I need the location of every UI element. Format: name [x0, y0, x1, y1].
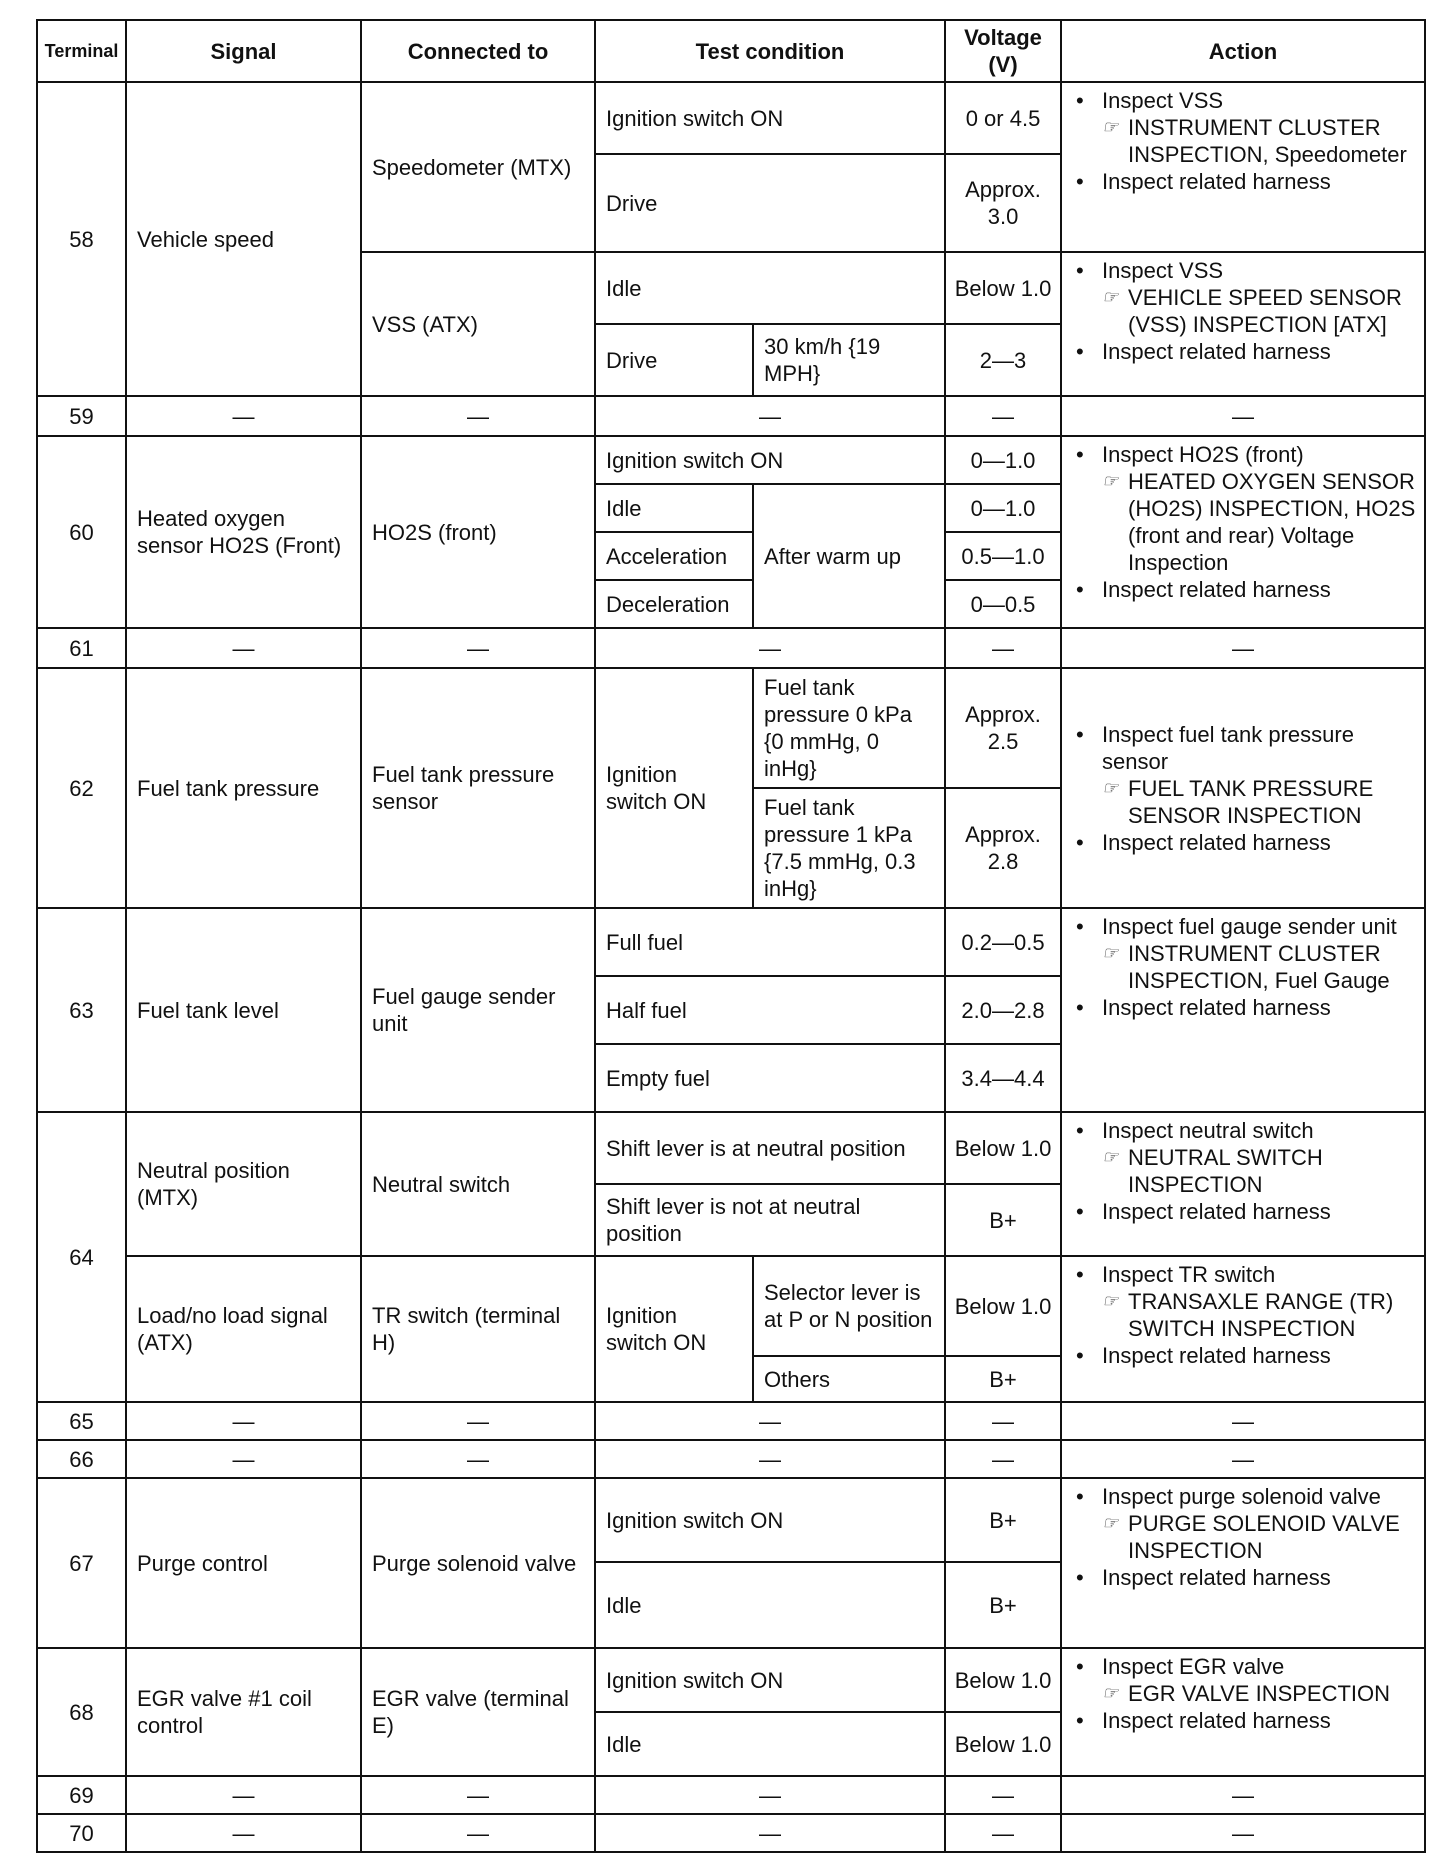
action-item	[1072, 1342, 1416, 1369]
reference-link[interactable]	[1102, 468, 1416, 576]
cond-64b: Ignition switch ON	[595, 1256, 753, 1402]
signal-67: Purge control	[126, 1478, 361, 1648]
action-text: Inspect HO2S (front)	[1102, 442, 1304, 467]
terminal-64: 64	[37, 1112, 126, 1402]
action-item	[1072, 87, 1416, 168]
cond-60-1: Ignition switch ON	[595, 436, 945, 484]
cond-61: —	[595, 628, 945, 668]
voltage-67-1: B+	[945, 1478, 1061, 1562]
row-60a	[37, 436, 1425, 484]
row-66	[37, 1440, 1425, 1478]
action-text: Inspect related harness	[1102, 995, 1331, 1020]
reference-link[interactable]	[1102, 1288, 1416, 1342]
bullet-icon: •	[1076, 1484, 1084, 1509]
bullet-icon: •	[1076, 577, 1084, 602]
action-text: Inspect related harness	[1102, 1199, 1331, 1224]
action-64a	[1061, 1112, 1425, 1256]
signal-59: —	[126, 396, 361, 436]
bullet-icon: •	[1076, 88, 1084, 113]
action-text: Inspect fuel tank pressure sensor	[1102, 721, 1354, 774]
bullet-icon: •	[1076, 1199, 1084, 1224]
terminal-66: 66	[37, 1440, 126, 1478]
bullet-icon: •	[1076, 258, 1084, 283]
voltage-64a2: B+	[945, 1184, 1061, 1256]
voltage-68-2: Below 1.0	[945, 1712, 1061, 1776]
terminal-63: 63	[37, 908, 126, 1112]
voltage-63-3: 3.4—4.4	[945, 1044, 1061, 1112]
voltage-68-1: Below 1.0	[945, 1648, 1061, 1712]
terminal-67: 67	[37, 1478, 126, 1648]
action-text: Inspect purge solenoid valve	[1102, 1484, 1381, 1509]
voltage-60-1: 0—1.0	[945, 436, 1061, 484]
cond-63-1: Full fuel	[595, 908, 945, 976]
signal-58: Vehicle speed	[126, 82, 361, 396]
cond-64a1: Shift lever is at neutral position	[595, 1112, 945, 1184]
bullet-icon: •	[1076, 995, 1084, 1020]
action-62	[1061, 668, 1425, 908]
action-item	[1072, 168, 1416, 195]
cond-58a2: Drive	[595, 154, 945, 252]
subcond-58b2: 30 km/h {19 MPH}	[753, 324, 945, 396]
action-item	[1072, 913, 1416, 994]
action-item	[1072, 441, 1416, 576]
action-70: —	[1061, 1814, 1425, 1852]
action-63	[1061, 908, 1425, 1112]
voltage-62-1: Approx. 2.5	[945, 668, 1061, 788]
reference-text: INSTRUMENT CLUSTER INSPECTION, Speedometer	[1128, 115, 1407, 167]
action-item	[1072, 994, 1416, 1021]
header-row	[37, 20, 1425, 82]
signal-68: EGR valve #1 coil control	[126, 1648, 361, 1776]
action-68	[1061, 1648, 1425, 1776]
reference-text: TRANSAXLE RANGE (TR) SWITCH INSPECTION	[1128, 1289, 1394, 1341]
reference-text: INSTRUMENT CLUSTER INSPECTION, Fuel Gauge	[1128, 941, 1390, 993]
cond-63-2: Half fuel	[595, 976, 945, 1044]
terminal-69: 69	[37, 1776, 126, 1814]
header-signal: Signal	[126, 20, 361, 82]
voltage-58b2: 2—3	[945, 324, 1061, 396]
bullet-icon: •	[1076, 829, 1084, 855]
action-59: —	[1061, 396, 1425, 436]
cond-60-3: Acceleration	[595, 532, 753, 580]
cond-58b1: Idle	[595, 252, 945, 324]
action-text: Inspect related harness	[1102, 577, 1331, 602]
header-voltage: Voltage (V)	[945, 20, 1061, 82]
terminal-65: 65	[37, 1402, 126, 1440]
reference-text: HEATED OXYGEN SENSOR (HO2S) INSPECTION, HO2S (front and rear) Voltage Inspection	[1128, 469, 1416, 575]
row-68a	[37, 1648, 1425, 1712]
voltage-67-2: B+	[945, 1562, 1061, 1648]
action-item	[1072, 1261, 1416, 1342]
connected-69: —	[361, 1776, 595, 1814]
subcond-64b1: Selector lever is at P or N position	[753, 1256, 945, 1356]
action-66: —	[1061, 1440, 1425, 1478]
terminal-70: 70	[37, 1814, 126, 1852]
signal-64a: Neutral position (MTX)	[126, 1112, 361, 1256]
header-terminal: Terminal	[37, 20, 126, 82]
bullet-icon: •	[1076, 1118, 1084, 1143]
voltage-64b1: Below 1.0	[945, 1256, 1061, 1356]
action-item	[1072, 576, 1416, 603]
voltage-58a1: 0 or 4.5	[945, 82, 1061, 154]
row-61	[37, 628, 1425, 668]
voltage-58b1: Below 1.0	[945, 252, 1061, 324]
reference-text: EGR VALVE INSPECTION	[1128, 1681, 1391, 1706]
cond-58a1: Ignition switch ON	[595, 82, 945, 154]
signal-64b: Load/no load signal (ATX)	[126, 1256, 361, 1402]
action-item	[1072, 1707, 1416, 1734]
cond-66: —	[595, 1440, 945, 1478]
row-64a1	[37, 1112, 1425, 1184]
action-69: —	[1061, 1776, 1425, 1814]
action-item	[1072, 338, 1416, 365]
voltage-60-2: 0—1.0	[945, 484, 1061, 532]
header-connected-to: Connected to	[361, 20, 595, 82]
bullet-icon: •	[1076, 1708, 1084, 1733]
reference-link[interactable]	[1102, 1510, 1416, 1564]
connected-60: HO2S (front)	[361, 436, 595, 628]
pointing-hand-icon: ☞	[1102, 117, 1119, 137]
cond-67-2: Idle	[595, 1562, 945, 1648]
cond-58b2: Drive	[595, 324, 753, 396]
connected-63: Fuel gauge sender unit	[361, 908, 595, 1112]
row-59	[37, 396, 1425, 436]
signal-69: —	[126, 1776, 361, 1814]
connected-61: —	[361, 628, 595, 668]
bullet-icon: •	[1076, 442, 1084, 467]
cond-65: —	[595, 1402, 945, 1440]
subcond-64b2: Others	[753, 1356, 945, 1402]
cond-62: Ignition switch ON	[595, 668, 753, 908]
voltage-60-4: 0—0.5	[945, 580, 1061, 628]
row-64b1	[37, 1256, 1425, 1356]
action-58a	[1061, 82, 1425, 252]
action-text: Inspect TR switch	[1102, 1262, 1276, 1287]
action-60	[1061, 436, 1425, 628]
action-item	[1072, 1653, 1416, 1707]
pointing-hand-icon: ☞	[1102, 1513, 1119, 1533]
row-65	[37, 1402, 1425, 1440]
row-58a	[37, 82, 1425, 154]
bullet-icon: •	[1076, 1565, 1084, 1590]
action-text: Inspect EGR valve	[1102, 1654, 1285, 1679]
action-item	[1072, 721, 1416, 829]
reference-text: FUEL TANK PRESSURE SENSOR INSPECTION	[1128, 775, 1374, 828]
voltage-64b2: B+	[945, 1356, 1061, 1402]
row-69	[37, 1776, 1425, 1814]
voltage-63-1: 0.2—0.5	[945, 908, 1061, 976]
cond-60-2: Idle	[595, 484, 753, 532]
action-text: Inspect VSS	[1102, 88, 1224, 113]
subcond-62-2: Fuel tank pressure 1 kPa {7.5 mmHg, 0.3 inHg}	[753, 788, 945, 908]
bullet-icon: •	[1076, 1343, 1084, 1368]
action-item	[1072, 257, 1416, 338]
signal-70: —	[126, 1814, 361, 1852]
terminal-59: 59	[37, 396, 126, 436]
cond-68-2: Idle	[595, 1712, 945, 1776]
bullet-icon: •	[1076, 721, 1084, 747]
voltage-59: —	[945, 396, 1061, 436]
action-67	[1061, 1478, 1425, 1648]
terminal-inspection-table	[36, 19, 1426, 1853]
voltage-66: —	[945, 1440, 1061, 1478]
connected-67: Purge solenoid valve	[361, 1478, 595, 1648]
cond-60-4: Deceleration	[595, 580, 753, 628]
connected-58b: VSS (ATX)	[361, 252, 595, 396]
pointing-hand-icon: ☞	[1102, 1147, 1119, 1167]
reference-link[interactable]	[1102, 1680, 1416, 1707]
reference-text: NEUTRAL SWITCH INSPECTION	[1128, 1145, 1323, 1197]
terminal-61: 61	[37, 628, 126, 668]
voltage-62-2: Approx. 2.8	[945, 788, 1061, 908]
header-test-condition: Test condition	[595, 20, 945, 82]
action-item	[1072, 1198, 1416, 1225]
connected-62: Fuel tank pressure sensor	[361, 668, 595, 908]
row-70	[37, 1814, 1425, 1852]
cond-64a2: Shift lever is not at neutral position	[595, 1184, 945, 1256]
bullet-icon: •	[1076, 1654, 1084, 1679]
row-63a	[37, 908, 1425, 976]
signal-65: —	[126, 1402, 361, 1440]
action-64b	[1061, 1256, 1425, 1402]
reference-link[interactable]	[1102, 775, 1416, 829]
action-text: Inspect related harness	[1102, 169, 1331, 194]
reference-link[interactable]	[1102, 1144, 1416, 1198]
cond-70: —	[595, 1814, 945, 1852]
bullet-icon: •	[1076, 169, 1084, 194]
connected-65: —	[361, 1402, 595, 1440]
action-text: Inspect related harness	[1102, 829, 1331, 855]
pointing-hand-icon: ☞	[1102, 287, 1119, 307]
pointing-hand-icon: ☞	[1102, 777, 1119, 798]
bullet-icon: •	[1076, 914, 1084, 939]
action-item	[1072, 1117, 1416, 1198]
subcond-62-1: Fuel tank pressure 0 kPa {0 mmHg, 0 inHg}	[753, 668, 945, 788]
signal-63: Fuel tank level	[126, 908, 361, 1112]
cond-68-1: Ignition switch ON	[595, 1648, 945, 1712]
connected-64a: Neutral switch	[361, 1112, 595, 1256]
cond-59: —	[595, 396, 945, 436]
cond-63-3: Empty fuel	[595, 1044, 945, 1112]
action-text: Inspect related harness	[1102, 339, 1331, 364]
action-item	[1072, 1483, 1416, 1564]
connected-58a: Speedometer (MTX)	[361, 82, 595, 252]
cond-67-1: Ignition switch ON	[595, 1478, 945, 1562]
reference-link[interactable]	[1102, 284, 1416, 338]
voltage-70: —	[945, 1814, 1061, 1852]
voltage-64a1: Below 1.0	[945, 1112, 1061, 1184]
connected-68: EGR valve (terminal E)	[361, 1648, 595, 1776]
action-58b	[1061, 252, 1425, 396]
signal-62: Fuel tank pressure	[126, 668, 361, 908]
signal-60: Heated oxygen sensor HO2S (Front)	[126, 436, 361, 628]
header-action: Action	[1061, 20, 1425, 82]
reference-text: PURGE SOLENOID VALVE INSPECTION	[1128, 1511, 1400, 1563]
pointing-hand-icon: ☞	[1102, 471, 1119, 491]
voltage-69: —	[945, 1776, 1061, 1814]
action-text: Inspect related harness	[1102, 1708, 1331, 1733]
connected-59: —	[361, 396, 595, 436]
connected-64b: TR switch (terminal H)	[361, 1256, 595, 1402]
voltage-58a2: Approx. 3.0	[945, 154, 1061, 252]
row-62a	[37, 668, 1425, 788]
voltage-61: —	[945, 628, 1061, 668]
terminal-58: 58	[37, 82, 126, 396]
action-item	[1072, 829, 1416, 856]
signal-66: —	[126, 1440, 361, 1478]
voltage-63-2: 2.0—2.8	[945, 976, 1061, 1044]
bullet-icon: •	[1076, 1262, 1084, 1287]
action-text: Inspect fuel gauge sender unit	[1102, 914, 1397, 939]
reference-link[interactable]	[1102, 114, 1416, 168]
bullet-icon: •	[1076, 339, 1084, 364]
row-67a	[37, 1478, 1425, 1562]
pointing-hand-icon: ☞	[1102, 943, 1119, 963]
voltage-65: —	[945, 1402, 1061, 1440]
pointing-hand-icon: ☞	[1102, 1291, 1119, 1311]
terminal-62: 62	[37, 668, 126, 908]
pointing-hand-icon: ☞	[1102, 1683, 1119, 1703]
action-text: Inspect VSS	[1102, 258, 1224, 283]
signal-61: —	[126, 628, 361, 668]
terminal-60: 60	[37, 436, 126, 628]
reference-link[interactable]	[1102, 940, 1416, 994]
action-text: Inspect related harness	[1102, 1565, 1331, 1590]
connected-66: —	[361, 1440, 595, 1478]
action-61: —	[1061, 628, 1425, 668]
action-65: —	[1061, 1402, 1425, 1440]
subcond-60: After warm up	[753, 484, 945, 628]
voltage-60-3: 0.5—1.0	[945, 532, 1061, 580]
action-item	[1072, 1564, 1416, 1591]
connected-70: —	[361, 1814, 595, 1852]
cond-69: —	[595, 1776, 945, 1814]
action-text: Inspect neutral switch	[1102, 1118, 1314, 1143]
terminal-68: 68	[37, 1648, 126, 1776]
reference-text: VEHICLE SPEED SENSOR (VSS) INSPECTION [ATX]	[1128, 285, 1402, 337]
action-text: Inspect related harness	[1102, 1343, 1331, 1368]
